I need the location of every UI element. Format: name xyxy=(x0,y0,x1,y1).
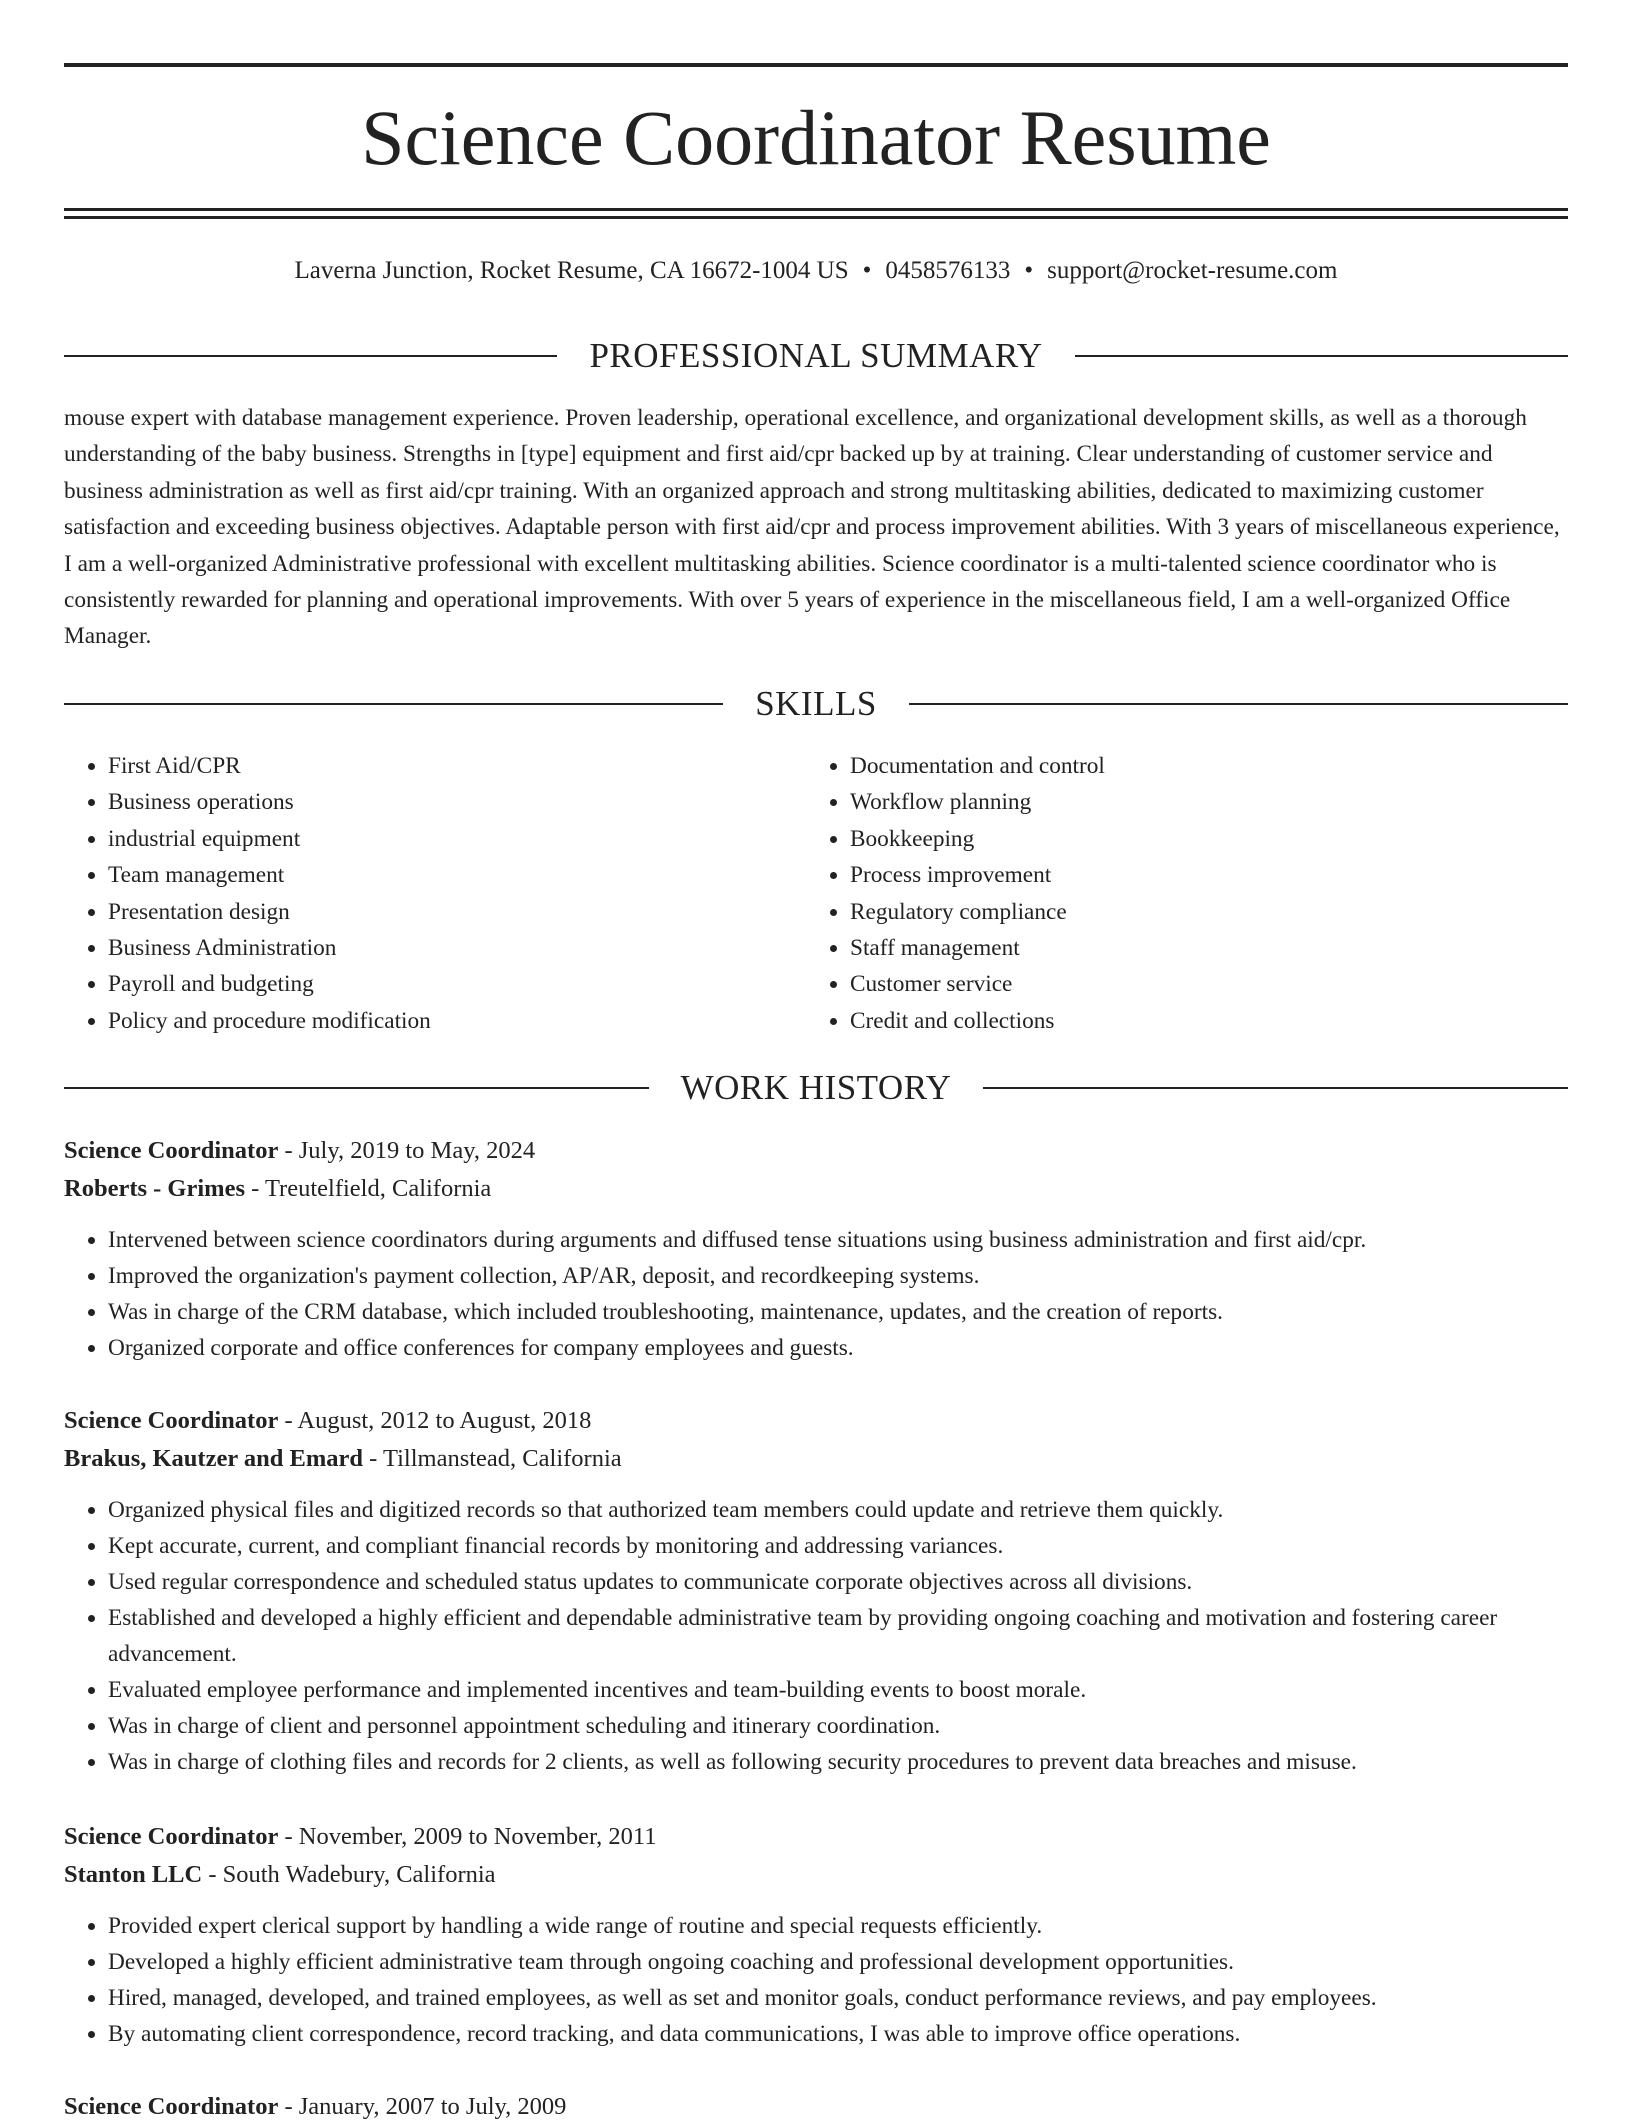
job-bullet: • Intervened between science coordinators during arguments and diffused tense situations using business administration and first aid/cpr. xyxy=(108,1222,1568,1258)
skill-item: • Business Administration xyxy=(108,930,806,966)
section-header-summary xyxy=(64,336,1568,376)
job-bullet: • Hired, managed, developed, and trained employees, as well as set and monitor goals, conduct performance reviews, and pay employees. xyxy=(108,1980,1568,2016)
job-bullets xyxy=(64,1222,1568,1366)
section-title: SKILLS xyxy=(755,684,877,723)
job-location: - South Wadebury, California xyxy=(202,1861,496,1888)
contact-separator: • xyxy=(1024,257,1034,284)
page-title: Science Coordinator Resume xyxy=(361,94,1271,181)
job-bullet: • Organized corporate and office conferences for company employees and guests. xyxy=(108,1330,1568,1366)
job-title: Science Coordinator xyxy=(64,1823,279,1850)
contact-line xyxy=(64,255,1568,287)
job-bullets xyxy=(64,1492,1568,1780)
job-dates: - August, 2012 to August, 2018 xyxy=(278,1407,592,1434)
skill-item: • Regulatory compliance xyxy=(850,894,1548,930)
job-bullet: • Established and developed a highly efficient and dependable administrative team by providing ongoing coaching and motivation and fostering career advancement. xyxy=(108,1600,1568,1672)
job-entry xyxy=(64,1132,1568,1366)
job-entry xyxy=(64,1402,1568,1780)
skill-item: • Payroll and budgeting xyxy=(108,966,806,1002)
skill-item: • Bookkeeping xyxy=(850,821,1548,857)
skills-column-right xyxy=(806,748,1548,1039)
skill-item: • First Aid/CPR xyxy=(108,748,806,784)
skill-item: • Business operations xyxy=(108,784,806,820)
skill-item: • Workflow planning xyxy=(850,784,1548,820)
contact-email: support@rocket-resume.com xyxy=(1047,257,1338,284)
job-dates: - November, 2009 to November, 2011 xyxy=(278,1823,657,1850)
section-title: PROFESSIONAL SUMMARY xyxy=(589,336,1043,375)
job-entry xyxy=(64,2088,1568,2126)
job-company: Stanton LLC xyxy=(64,1861,203,1888)
job-company-line xyxy=(64,1440,1568,1478)
job-bullet: • Kept accurate, current, and compliant financial records by monitoring and addressing variances. xyxy=(108,1528,1568,1564)
section-rule-right xyxy=(909,703,1568,705)
skills-list xyxy=(64,748,1568,1039)
skill-item: • Staff management xyxy=(850,930,1548,966)
job-entry xyxy=(64,1818,1568,2052)
job-location: - Treutelfield, California xyxy=(244,1175,492,1202)
summary-text: mouse expert with database management experience. Proven leadership, operational excellence, and organizational development skills, as well as a thorough understanding of the baby business. Strengths in [type] equipment and first aid/cpr backed up by at training. Clear understanding of customer service and business administration as well as first aid/cpr training. With an organized approach and strong multitasking abilities, dedicated to maximizing customer satisfaction and exceeding business objectives. Adaptable person with first aid/cpr and process improvement abilities. With 3 years of miscellaneous experience, I am a well-organized Administrative professional with excellent multitasking abilities. Science coordinator is a multi-talented science coordinator who is consistently rewarded for planning and operational improvements. With over 5 years of experience in the miscellaneous field, I am a well-organized Office Manager. xyxy=(64,405,1560,650)
skill-item: • industrial equipment xyxy=(108,821,806,857)
job-bullet: • Evaluated employee performance and implemented incentives and team-building events to boost morale. xyxy=(108,1672,1568,1708)
skill-item: • Documentation and control xyxy=(850,748,1548,784)
contact-separator: • xyxy=(862,257,872,284)
section-header-skills xyxy=(64,684,1568,724)
section-rule-right xyxy=(983,1087,1568,1089)
job-bullet: • Was in charge of clothing files and records for 2 clients, as well as following security procedures to prevent data breaches and misuse. xyxy=(108,1744,1568,1780)
job-company-line xyxy=(64,1170,1568,1208)
job-bullet: • Provided expert clerical support by handling a wide range of routine and special requests efficiently. xyxy=(108,1908,1568,1944)
skill-item: • Credit and collections xyxy=(850,1003,1548,1039)
title-rule-lower xyxy=(64,216,1568,219)
job-dates: - July, 2019 to May, 2024 xyxy=(278,1137,536,1164)
section-rule-right xyxy=(1075,355,1568,357)
job-bullets xyxy=(64,1908,1568,2052)
skill-item: • Customer service xyxy=(850,966,1548,1002)
job-bullet: • Organized physical files and digitized records so that authorized team members could update and retrieve them quickly. xyxy=(108,1492,1568,1528)
section-header-work xyxy=(64,1068,1568,1108)
section-rule-left xyxy=(64,1087,649,1089)
job-company: Brakus, Kautzer and Emard xyxy=(64,1445,364,1472)
skill-item: • Presentation design xyxy=(108,894,806,930)
job-location: - Tillmanstead, California xyxy=(363,1445,622,1472)
job-title-line xyxy=(64,1402,1568,1440)
job-bullet: • Improved the organization's payment collection, AP/AR, deposit, and recordkeeping systems. xyxy=(108,1258,1568,1294)
job-bullet: • By automating client correspondence, record tracking, and data communications, I was able to improve office operations. xyxy=(108,2016,1568,2052)
skill-item: • Team management xyxy=(108,857,806,893)
job-title: Science Coordinator xyxy=(64,2093,279,2120)
title-rule-upper xyxy=(64,208,1568,211)
job-title-line xyxy=(64,1818,1568,1856)
job-title-line xyxy=(64,2088,1568,2126)
section-rule-left xyxy=(64,703,723,705)
job-bullet: • Was in charge of client and personnel appointment scheduling and itinerary coordination. xyxy=(108,1708,1568,1744)
top-rule xyxy=(64,63,1568,67)
job-title: Science Coordinator xyxy=(64,1137,279,1164)
skills-column-left xyxy=(64,748,806,1039)
contact-phone: 0458576133 xyxy=(885,257,1011,284)
job-company-line xyxy=(64,1856,1568,1894)
contact-address: Laverna Junction, Rocket Resume, CA 16672-1004 US xyxy=(294,257,849,284)
job-bullet: • Developed a highly efficient administrative team through ongoing coaching and professional development opportunities. xyxy=(108,1944,1568,1980)
job-company: Roberts - Grimes xyxy=(64,1175,245,1202)
job-dates: - January, 2007 to July, 2009 xyxy=(278,2093,567,2120)
skill-item: • Policy and procedure modification xyxy=(108,1003,806,1039)
section-title: WORK HISTORY xyxy=(680,1068,952,1107)
skill-item: • Process improvement xyxy=(850,857,1548,893)
section-rule-left xyxy=(64,355,557,357)
job-bullet: • Was in charge of the CRM database, which included troubleshooting, maintenance, updates, and the creation of reports. xyxy=(108,1294,1568,1330)
job-title-line xyxy=(64,1132,1568,1170)
job-title: Science Coordinator xyxy=(64,1407,279,1434)
job-bullet: • Used regular correspondence and scheduled status updates to communicate corporate objectives across all divisions. xyxy=(108,1564,1568,1600)
